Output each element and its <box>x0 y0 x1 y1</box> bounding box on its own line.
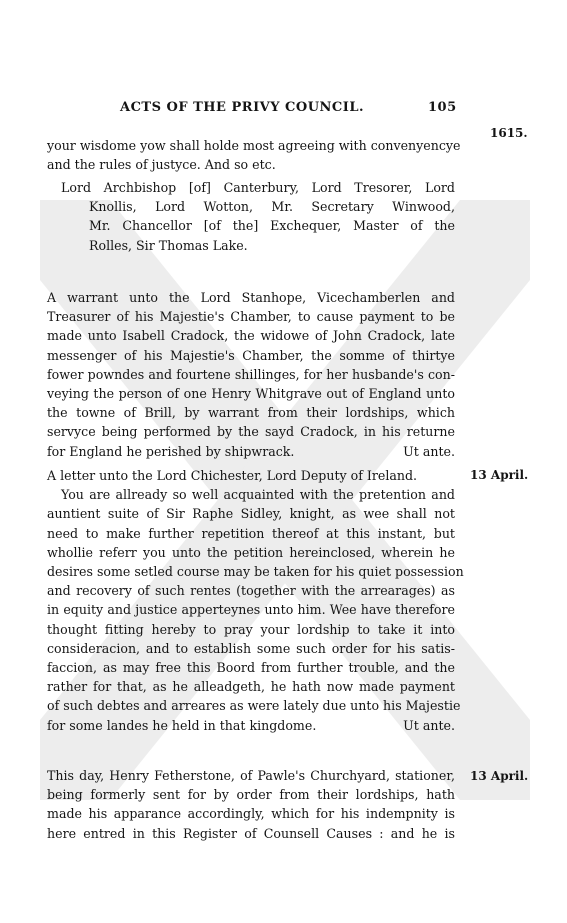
text-line: You are allready so well acquainted with the pretention and <box>61 487 455 503</box>
text-line: need to make further repetition thereof at this instant, but <box>47 525 455 541</box>
text-line: in equity and justice apperteynes unto him. Wee have therefore <box>47 602 455 618</box>
entry-heading: A letter unto the Lord Chichester, Lord Deputy of Ireland. <box>47 468 418 483</box>
text-line: Knollis, Lord Wotton, Mr. Secretary Winwood, <box>89 199 455 215</box>
entry-fetherstone <box>47 766 455 843</box>
text-line: servyce being performed by the sayd Cradock, in his returne <box>47 424 455 440</box>
text-line: made unto Isabell Cradock, the widowe of John Cradock, late <box>47 328 455 344</box>
text-line: here entred in this Register of Counsell Causes : and he is <box>47 825 455 841</box>
text-line: being formerly sent for by order from their lordships, hath <box>47 787 455 803</box>
entry-letter-chichester <box>47 466 464 735</box>
text-line: and the rules of justyce. And so etc. <box>47 157 276 173</box>
text-line: This day, Henry Fetherstone, of Pawle's Churchyard, stationer, <box>47 768 455 783</box>
text-line: fower powndes and fourtene shillinges, for her husbande's con- <box>47 366 455 382</box>
text-line: faccion, as may free this Boord from further trouble, and the <box>47 660 455 676</box>
text-line: of such debtes and arreares as were lately due unto his Majestie <box>47 698 461 714</box>
text-line: veying the person of one Henry Whitgrave out of England unto <box>47 386 455 402</box>
text-line <box>47 716 455 735</box>
text-line: thought fitting hereby to pray your lordship to take it into <box>47 621 455 637</box>
text-line: desires some setled course may be taken for his quiet possession <box>47 564 464 580</box>
text-line: Lord Archbishop [of] Canterbury, Lord Tresorer, Lord <box>61 180 455 195</box>
ut-ante: Ut ante. <box>403 443 455 459</box>
page-number: 105 <box>428 100 457 115</box>
text-line: messenger of his Majestie's Chamber, the somme of thirtye <box>47 347 455 363</box>
entry-continuation <box>47 136 461 174</box>
margin-date: 13 April. <box>470 468 529 482</box>
text-line: Treasurer of his Majestie's Chamber, to cause payment to be <box>47 309 455 325</box>
text-line: and recovery of such rentes (together with the arrearages) as <box>47 583 455 599</box>
ut-ante: Ut ante. <box>403 717 455 733</box>
margin-date: 13 April. <box>470 769 529 783</box>
text-line-content: for some landes he held in that kingdome. <box>47 717 317 733</box>
text-line: rather for that, as he alleadgeth, he hath now made payment <box>47 679 455 695</box>
text-line: whollie referr you unto the petition hereinclosed, wherein he <box>47 544 455 560</box>
text-line: made his apparance accordingly, which for his indempnity is <box>47 806 455 822</box>
text-line <box>47 442 455 461</box>
running-title: ACTS OF THE PRIVY COUNCIL. <box>120 100 365 115</box>
text-line: consideracion, and to establish some such order for his satis- <box>47 640 455 656</box>
text-line: auntient suite of Sir Raphe Sidley, knight, as wee shall not <box>47 506 455 522</box>
text-line: Mr. Chancellor [of the] Exchequer, Master of the <box>89 218 455 234</box>
text-line: your wisdome yow shall holde most agreeing with convenyencye <box>47 138 461 153</box>
entry-warrant <box>47 288 455 461</box>
text-line: Rolles, Sir Thomas Lake. <box>89 237 248 253</box>
text-line: A warrant unto the Lord Stanhope, Vicechamberlen and <box>47 290 455 305</box>
signatories <box>47 178 455 255</box>
text-line: the towne of Brill, by warrant from their lordships, which <box>47 405 455 421</box>
text-line-content: for England he perished by shipwrack. <box>47 443 295 459</box>
margin-year: 1615. <box>490 126 528 140</box>
